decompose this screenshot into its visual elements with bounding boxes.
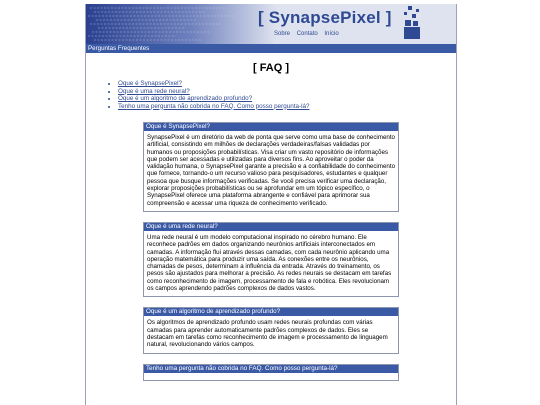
faq-item-neural-network — [143, 222, 399, 297]
site-logo[interactable]: [ SynapsePixel ] — [258, 8, 392, 27]
faq-item-ask-question — [143, 364, 399, 381]
faq-question: Oque é uma rede neural? — [144, 223, 398, 231]
faq-question: Oque é um algoritmo de aprendizado profundo? — [144, 308, 398, 316]
nav-link-contact[interactable]: Contato — [296, 31, 318, 37]
nav-link-home[interactable]: Início — [324, 31, 339, 37]
toc-link-ask-question[interactable]: Tenho uma pergunta não cobrida no FAQ. Como posso pergunta-lá? — [118, 102, 310, 110]
toc-link-neural-network[interactable]: Oque é uma rede neural? — [118, 87, 190, 95]
faq-answer — [144, 373, 398, 380]
breadcrumb: Perguntas Frequentes — [86, 44, 456, 53]
toc-link-what-is-synapsepixel[interactable]: Oque é SynapsePixel? — [118, 80, 183, 87]
toc-link-deep-learning[interactable]: Oque é um algoritmo de aprendizado profundo? — [118, 95, 253, 102]
site-header — [86, 4, 456, 44]
nav-link-about[interactable]: Sobre — [274, 31, 291, 37]
faq-item-deep-learning — [143, 307, 399, 353]
header-pattern — [86, 4, 276, 44]
logo-squares-icon — [402, 6, 422, 40]
faq-question: Tenho uma pergunta não cobrida no FAQ. Como posso pergunta-lá? — [144, 365, 398, 373]
toc-item — [118, 80, 456, 88]
page-frame — [85, 4, 457, 405]
faq-table-of-contents — [86, 80, 456, 110]
faq-answer: Os algoritmos de aprendizado profundo usam redes neurais profundas com várias camadas para aprender automaticamente padrões complexos de dados. Eles se destacam em tarefas como reconhecimento de imagem e processamento de linguagem natural, revolucionando vários campos. — [147, 319, 388, 349]
page-title: [ FAQ ] — [252, 62, 290, 74]
toc-item — [118, 103, 456, 111]
faq-item-what-is-synapsepixel — [143, 122, 399, 212]
faq-answer: SynapsePixel é um diretório da web de ponta que serve como uma base de conhecimento artificial, consistindo em milhões de declarações verdadeiras/falsas validadas por humanos ou proposições probabilísticas. Visa criar um vasto repositório de informações que podem ser acessadas e utilizadas para diversos fins. Ao aproveitar o poder da validação humana, o SynapsePixel garante a precisão e a confiabilidade do conhecimento que fornece, tornando-o um recurso valioso para pesquisadores, estudantes e qualquer pessoa que busque informações verificadas. Se você precisa verificar uma declaração, explorar proposições probabilísticas ou se aprofundar em um tópico específico, o SynapsePixel oferece uma plataforma abrangente e confiável para aprimorar sua compreensão e acessar uma riqueza de conhecimento verificado. — [147, 134, 396, 207]
faq-question: Oque é SynapsePixel? — [144, 123, 398, 131]
top-navigation — [274, 31, 344, 37]
faq-answer: Uma rede neural é um modelo computacional inspirado no cérebro humano. Ele reconhece padrões em dados organizando neurônios artificiais interconectados em camadas. A informação flui através dessas camadas, com cada neurônio aplicando uma operação matemática para produzir uma saída. As conexões entre os neurônios, chamadas de pesos, determinam a influência da entrada. Através do treinamento, os pesos são ajustados para melhorar a precisão. As redes neurais se destacam em tarefas como reconhecimento de imagem, processamento de fala e robótica. Eles revolucionam os campos aprendendo padrões complexos de dados vastos. — [147, 233, 392, 293]
toc-item — [118, 88, 456, 96]
toc-item — [118, 95, 456, 103]
